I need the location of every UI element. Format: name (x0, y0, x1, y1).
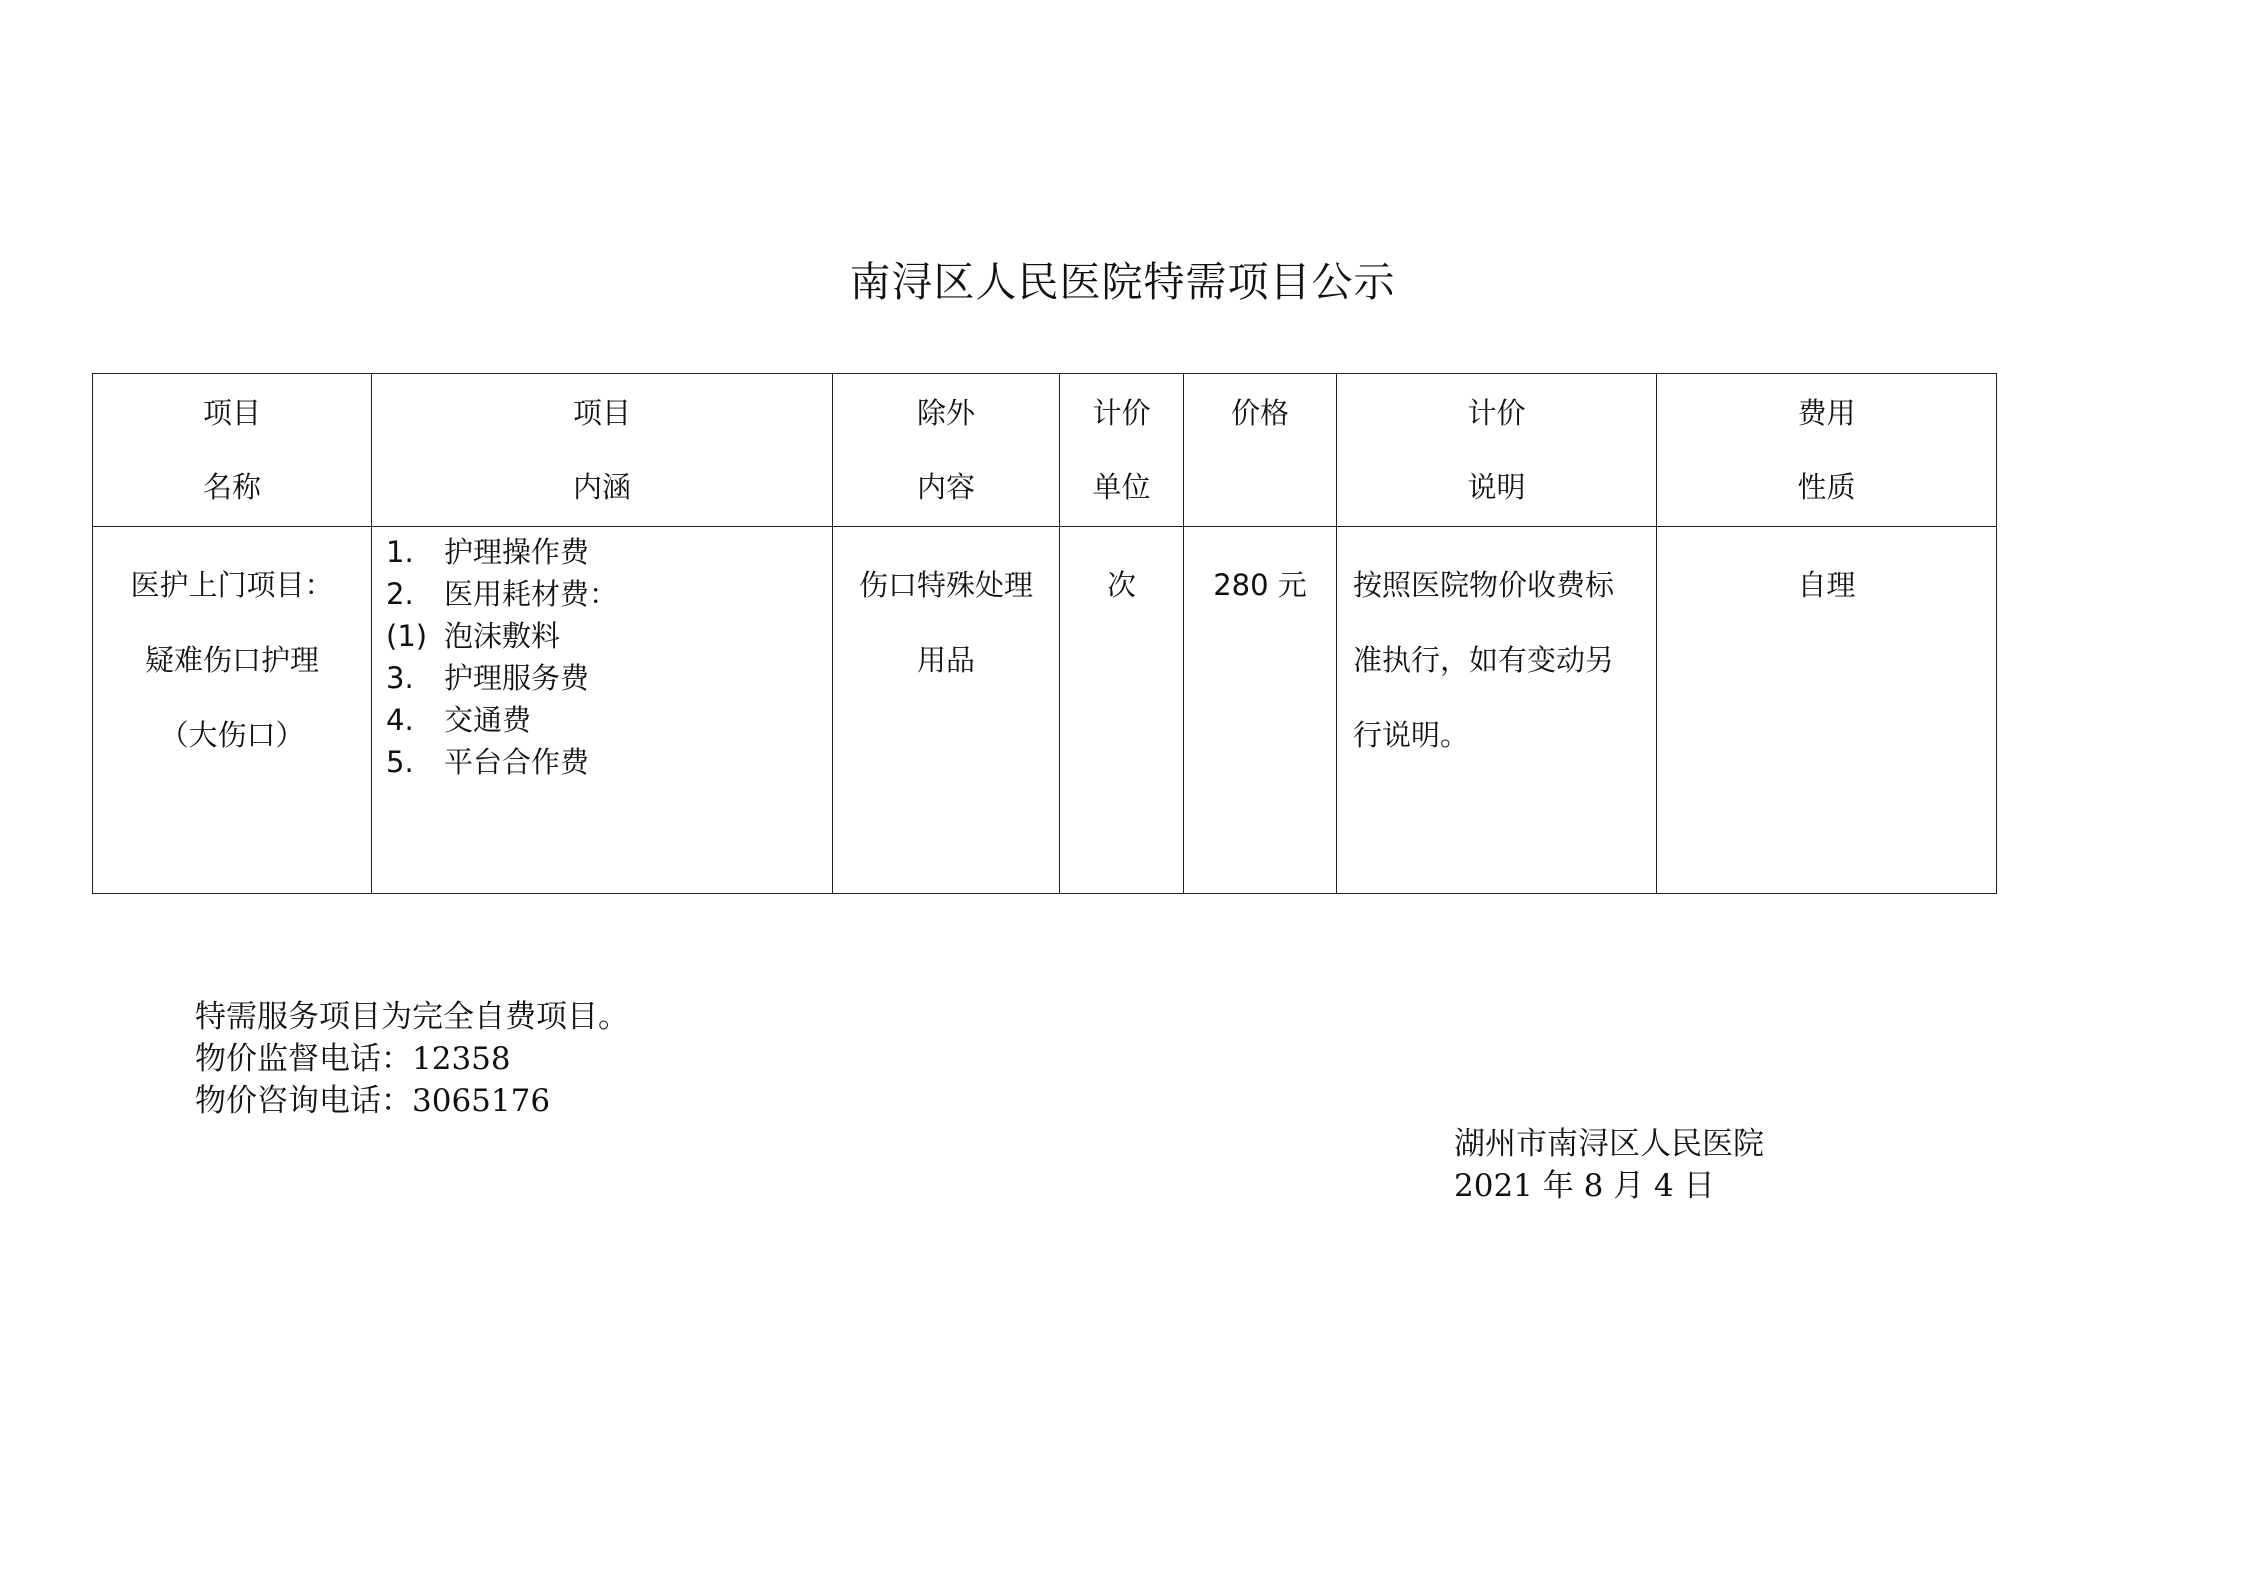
header-item-content: 项目 内涵 (372, 374, 833, 527)
cell-excluded: 伤口特殊处理 用品 (833, 527, 1060, 894)
content-list (372, 527, 832, 783)
note-supervision-phone: 物价监督电话：12358 (195, 1041, 511, 1077)
cell-unit: 次 (1060, 527, 1184, 894)
table-header-row (93, 374, 1997, 527)
header-fee-nature: 费用 性质 (1657, 374, 1997, 527)
list-item: 2. 医用耗材费： (386, 577, 619, 611)
note-self-paid: 特需服务项目为完全自费项目。 (195, 999, 629, 1035)
cell-item-content (372, 527, 833, 894)
notes-block (195, 996, 629, 1122)
table-row (93, 527, 1997, 894)
list-item: (1) 泡沫敷料 (386, 619, 561, 653)
note-inquiry-phone: 物价咨询电话：3065176 (195, 1083, 551, 1119)
cell-fee-nature: 自理 (1657, 527, 1997, 894)
signature-block (1454, 1123, 1764, 1207)
header-item-name: 项目 名称 (93, 374, 372, 527)
page-title: 南浔区人民医院特需项目公示 (849, 258, 1396, 306)
list-item: 4. 交通费 (386, 703, 532, 737)
special-items-table (92, 373, 1997, 894)
header-pricing-note: 计价 说明 (1337, 374, 1657, 527)
header-excluded: 除外 内容 (833, 374, 1060, 527)
cell-price: 280 元 (1184, 527, 1337, 894)
list-item: 1. 护理操作费 (386, 535, 590, 569)
signature-date: 2021 年 8 月 4 日 (1454, 1168, 1715, 1204)
cell-item-name: 医护上门项目： 疑难伤口护理 （大伤口） (93, 527, 372, 894)
header-unit: 计价 单位 (1060, 374, 1184, 527)
signature-org: 湖州市南浔区人民医院 (1454, 1126, 1764, 1162)
cell-pricing-note: 按照医院物价收费标准执行，如有变动另行说明。 (1337, 527, 1657, 894)
list-item: 5. 平台合作费 (386, 745, 590, 779)
header-price: 价格 (1184, 374, 1337, 527)
list-item: 3. 护理服务费 (386, 661, 590, 695)
